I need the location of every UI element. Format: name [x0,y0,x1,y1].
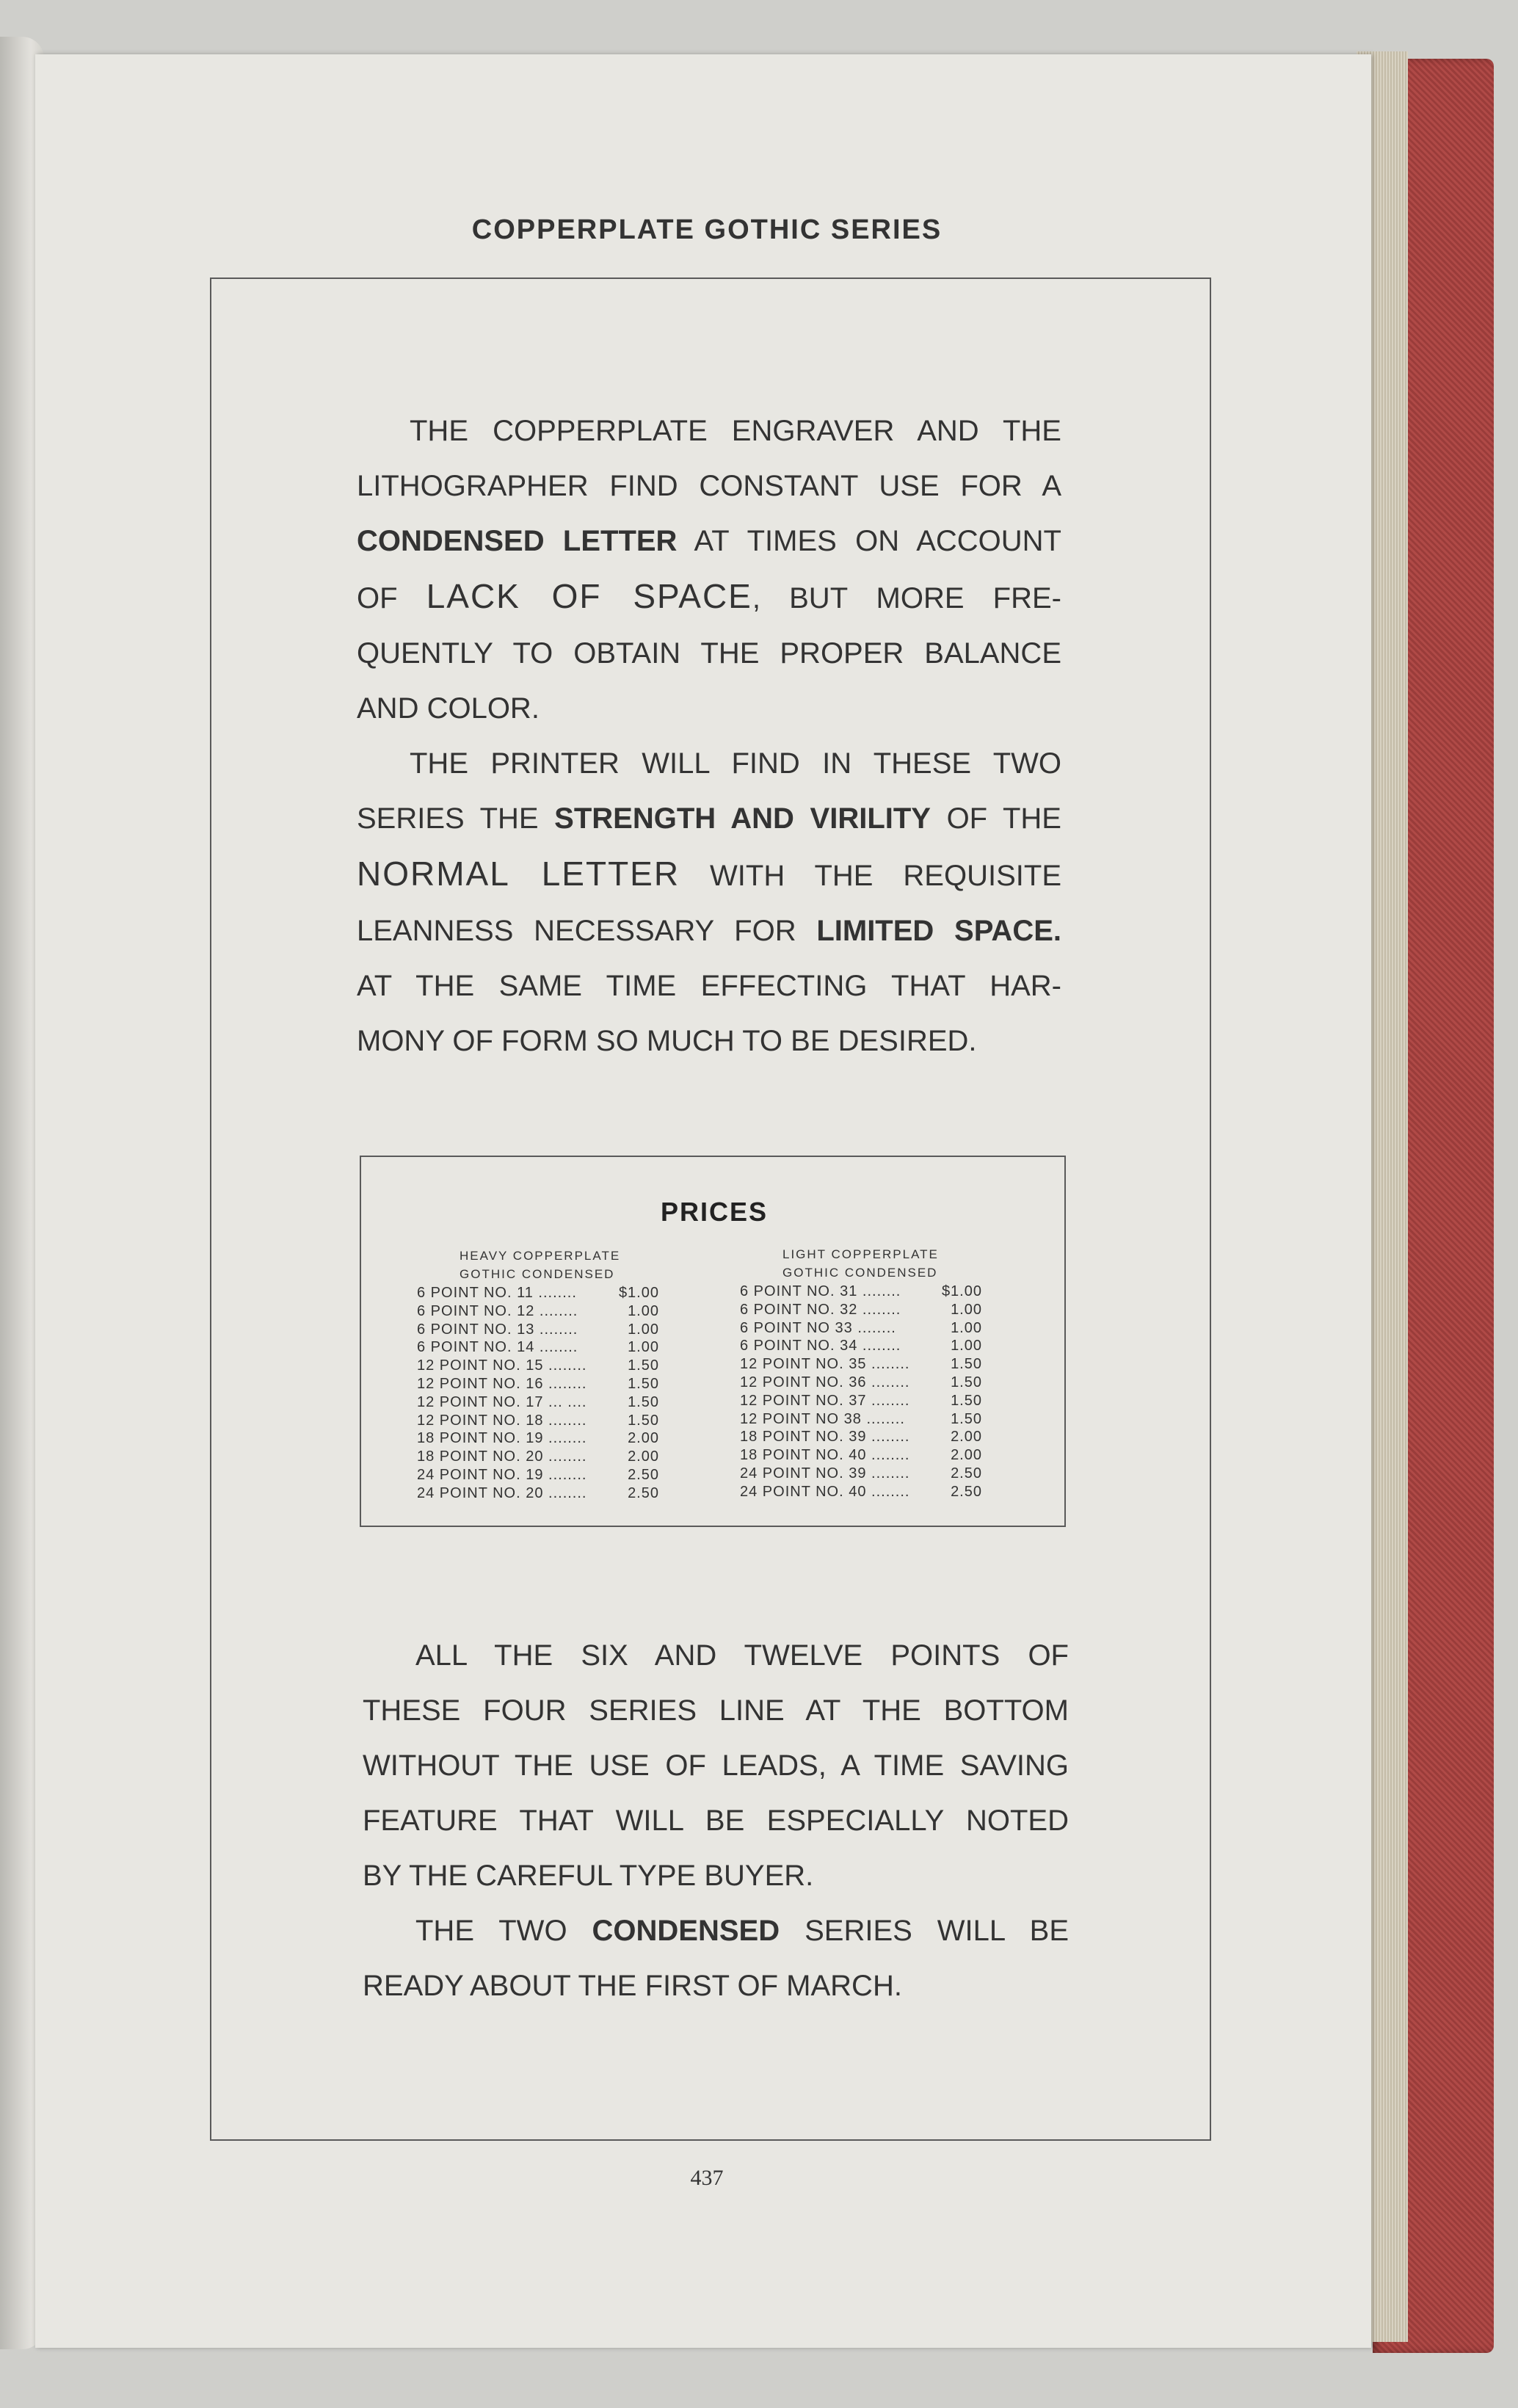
price-label: 18 POINT NO. 40 ........ [740,1447,910,1464]
bold-text: STRENGTH AND VIRILITY [554,802,931,835]
price-label: 12 POINT NO. 15 ........ [417,1357,587,1374]
light-heading-line: GOTHIC CONDENSED [782,1266,938,1280]
text-run: MONY OF FORM SO MUCH TO BE DESIRED. [357,1025,977,1057]
price-value: 1.50 [951,1392,982,1409]
price-row [417,1321,659,1338]
price-value: 1.50 [628,1393,659,1410]
price-row [417,1394,659,1411]
price-row [740,1484,982,1501]
heavy-heading-line: GOTHIC CONDENSED [460,1267,615,1281]
price-value: 1.50 [628,1376,659,1392]
price-label: 12 POINT NO. 18 ........ [417,1412,587,1429]
price-row [417,1467,659,1484]
price-label: 24 POINT NO. 19 ........ [417,1467,587,1483]
price-label: 6 POINT NO. 34 ........ [740,1338,901,1354]
light-column-heading [782,1245,939,1282]
price-row [417,1448,659,1465]
intro-paragraphs [357,404,1061,1069]
text-run: LEANNESS NECESSARY FOR [357,915,817,947]
price-label: 18 POINT NO. 20 ........ [417,1448,587,1465]
price-label: 12 POINT NO. 16 ........ [417,1376,587,1392]
price-row [417,1303,659,1320]
light-heading-line: LIGHT COPPERPLATE [782,1247,939,1261]
price-label: 24 POINT NO. 39 ........ [740,1465,910,1482]
text-run: QUENTLY TO OBTAIN THE PROPER BALANCE [357,637,1061,670]
text-run: BY THE CAREFUL TYPE BUYER. [363,1860,814,1892]
price-label: 24 POINT NO. 20 ........ [417,1484,587,1501]
text-line [363,1904,1069,1959]
closing-paragraphs [363,1628,1069,2014]
price-value: 1.00 [951,1319,982,1336]
price-value: 1.50 [628,1412,659,1429]
text-line [357,626,1061,681]
price-value: 2.50 [628,1484,659,1501]
price-row [417,1376,659,1393]
text-line [357,846,1061,904]
text-run: , BUT MORE FRE- [752,582,1061,614]
heavy-column-heading [460,1247,620,1283]
text-line [357,959,1061,1014]
price-label: 12 POINT NO. 17 ... .... [417,1393,587,1410]
price-row [417,1357,659,1374]
text-line [363,1628,1069,1683]
price-row [417,1285,659,1302]
prices-title: PRICES [660,1197,769,1227]
price-value: 1.00 [628,1302,659,1319]
price-label: 12 POINT NO. 36 ........ [740,1374,910,1390]
price-label: 18 POINT NO. 19 ........ [417,1430,587,1447]
text-run: FEATURE THAT WILL BE ESPECIALLY NOTED [363,1805,1069,1837]
price-row [740,1320,982,1337]
price-value: 1.00 [951,1338,982,1354]
price-value: 1.00 [951,1301,982,1318]
extended-text: NORMAL LETTER [357,855,680,893]
price-row [417,1430,659,1447]
price-value: 1.50 [628,1357,659,1374]
bold-text: CONDENSED LETTER [357,525,678,557]
bold-text: LIMITED SPACE. [816,915,1061,947]
price-label: 12 POINT NO 38 ........ [740,1410,905,1427]
text-line [363,1959,1069,2014]
text-line [357,736,1061,791]
price-label: 6 POINT NO. 11 ........ [417,1285,577,1301]
text-run: WITHOUT THE USE OF LEADS, A TIME SAVING [363,1749,1069,1782]
page-number: 437 [690,2166,724,2190]
price-value: 1.00 [628,1321,659,1338]
running-head: COPPERPLATE GOTHIC SERIES [471,214,943,245]
text-line [357,514,1061,569]
text-run: SERIES THE [357,802,555,835]
price-value: 2.00 [951,1447,982,1464]
text-line [357,404,1061,459]
text-line [357,459,1061,514]
price-row [740,1374,982,1391]
price-value: 1.00 [628,1339,659,1356]
price-row [740,1447,982,1464]
text-run: THE COPPERPLATE ENGRAVER AND THE [410,415,1061,447]
price-label: 6 POINT NO. 32 ........ [740,1301,901,1318]
text-run: LITHOGRAPHER FIND CONSTANT USE FOR A [357,470,1061,502]
price-value: 2.50 [628,1467,659,1483]
price-label: 6 POINT NO 33 ........ [740,1319,896,1336]
text-run: READY ABOUT THE FIRST OF MARCH. [363,1970,902,2002]
price-row [740,1429,982,1446]
text-line [363,1849,1069,1904]
price-row [740,1393,982,1410]
price-row [740,1411,982,1428]
price-value: 2.00 [628,1448,659,1465]
text-run: THESE FOUR SERIES LINE AT THE BOTTOM [363,1694,1069,1727]
text-line [357,904,1061,959]
price-label: 24 POINT NO. 40 ........ [740,1483,910,1500]
price-value: $1.00 [941,1283,982,1299]
price-row [417,1339,659,1356]
text-run: AT THE SAME TIME EFFECTING THAT HAR- [357,970,1061,1002]
text-run: THE PRINTER WILL FIND IN THESE TWO [410,747,1061,780]
price-row [740,1283,982,1300]
price-row [740,1302,982,1319]
price-label: 18 POINT NO. 39 ........ [740,1429,910,1446]
price-value: 1.50 [951,1374,982,1390]
price-value: 2.00 [628,1430,659,1447]
text-run: OF [357,582,426,614]
text-line [363,1738,1069,1794]
bold-text: CONDENSED [592,1915,780,1947]
price-row [417,1412,659,1429]
price-value: $1.00 [618,1285,659,1301]
text-line [357,791,1061,846]
text-run: WITH THE REQUISITE [680,860,1062,892]
price-row [740,1338,982,1354]
price-row [740,1465,982,1482]
text-line [357,1014,1061,1069]
text-run: SERIES WILL BE [780,1915,1069,1947]
price-value: 1.50 [951,1410,982,1427]
text-line [357,681,1061,736]
text-line [363,1683,1069,1738]
price-label: 6 POINT NO. 14 ........ [417,1339,578,1356]
text-line [363,1794,1069,1849]
price-row [417,1485,659,1502]
price-label: 6 POINT NO. 12 ........ [417,1302,578,1319]
price-value: 2.00 [951,1429,982,1446]
price-value: 1.50 [951,1356,982,1373]
extended-text: LACK OF SPACE [426,577,752,615]
price-value: 2.50 [951,1483,982,1500]
prices-table [360,1156,1066,1527]
text-line [357,569,1061,626]
text-run: OF THE [930,802,1061,835]
text-run: ALL THE SIX AND TWELVE POINTS OF [415,1639,1069,1672]
text-run: AND COLOR. [357,692,540,725]
price-label: 6 POINT NO. 13 ........ [417,1321,578,1338]
text-run: AT TIMES ON ACCOUNT [677,525,1061,557]
text-run: THE TWO [415,1915,592,1947]
heavy-heading-line: HEAVY COPPERPLATE [460,1249,621,1263]
price-label: 12 POINT NO. 37 ........ [740,1392,910,1409]
price-label: 6 POINT NO. 31 ........ [740,1283,901,1299]
price-label: 12 POINT NO. 35 ........ [740,1356,910,1373]
price-row [740,1356,982,1373]
price-value: 2.50 [951,1465,982,1482]
